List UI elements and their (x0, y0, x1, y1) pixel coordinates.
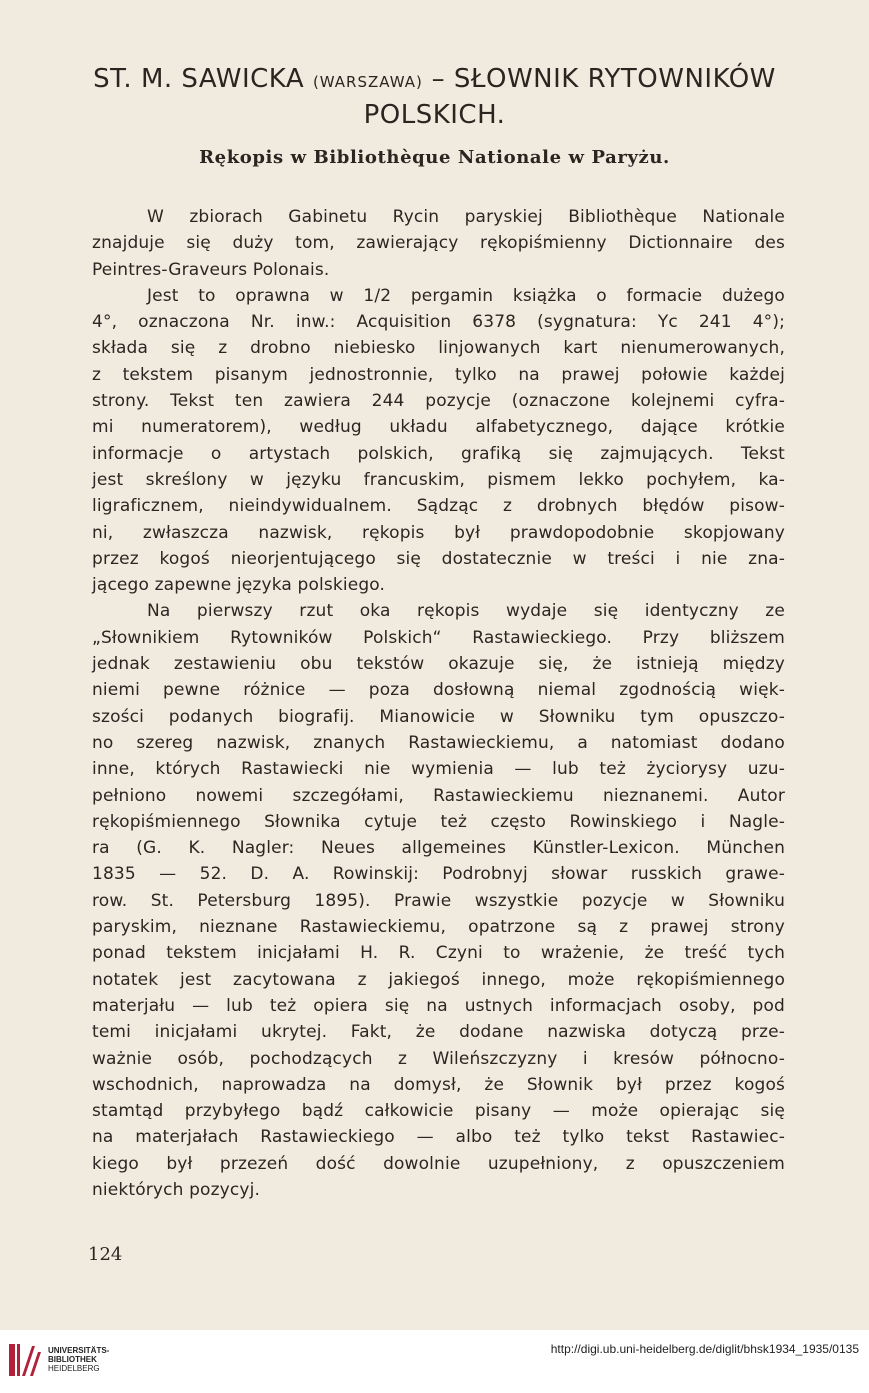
text-line: inne, których Rastawiecki nie wymienia — lub też życiorysy uzu- (92, 759, 785, 780)
text-line: W zbiorach Gabinetu Rycin paryskiej Bibliothèque Nationale (147, 207, 785, 227)
text-line: 1835 — 52. D. A. Rowinskij: Podrobnyj słowar russkich grawe- (92, 864, 785, 885)
article-heading (70, 64, 799, 97)
text-line: pełniono nowemi szczegółami, Rastawieckiemu nieznanemi. Autor (92, 785, 785, 806)
text-line: znajduje się duży tom, zawierający rękopiśmienny Dictionnaire des (92, 233, 785, 254)
text-line: kiego był przezeń dość dowolnie uzupełniony, z opuszczeniem (92, 1153, 785, 1174)
author-place: (WARSZAWA) (312, 73, 423, 91)
text-line: informacje o artystach polskich, grafiką się zajmujących. Tekst (92, 443, 785, 464)
text-line: rękopiśmiennego Słownika cytuje też często Rowinskiego i Nagle- (92, 811, 785, 832)
library-name-line: HEIDELBERG (48, 1364, 100, 1373)
text-line: materjału — lub też opiera się na ustnych informacjach osoby, pod (92, 995, 785, 1016)
text-line: row. St. Petersburg 1895). Prawie wszystkie pozycje w Słowniku (92, 890, 785, 911)
text-line: no szereg nazwisk, znanych Rastawieckiemu, a natomiast dodano (92, 732, 785, 753)
library-name-line: BIBLIOTHEK (48, 1355, 97, 1364)
text-line: szości podanych biografij. Mianowicie w Słowniku tym opuszczo- (92, 706, 785, 727)
university-library-logo-icon (8, 1340, 42, 1380)
library-name (48, 1346, 109, 1373)
text-line: ligraficznem, nieindywidualnem. Sądząc z drobnych błędów pisow- (92, 496, 785, 517)
text-line: na materjałach Rastawieckiego — albo też tylko tekst Rastawiec- (92, 1127, 785, 1148)
text-line: jednak zestawieniu obu tekstów okazuje się, że istnieją między (92, 654, 785, 675)
text-line: Peintres-Graveurs Polonais. (92, 259, 330, 280)
library-name-line: UNIVERSITÄTS- (48, 1346, 110, 1355)
text-line: wschodnich, naprowadza na domysł, że Słownik był przez kogoś (92, 1074, 785, 1095)
text-line: ni, zwłaszcza nazwisk, rękopis był prawdopodobnie skopjowany (92, 522, 785, 543)
source-url-link[interactable]: http://digi.ub.uni-heidelberg.de/diglit/bhsk1934_1935/0135 (550, 1342, 859, 1356)
text-line: mi numeratorem), według układu alfabetycznego, dające krótkie (92, 417, 785, 438)
text-line: składa się z drobno niebiesko linjowanych kart nienumerowanych, (92, 338, 785, 359)
text-line: temi inicjałami ukrytej. Fakt, że dodane nazwiska dotyczą prze- (92, 1022, 785, 1043)
text-line: „Słownikiem Rytowników Polskich“ Rastawieckiego. Przy bliższem (92, 627, 785, 648)
text-line: ważnie osób, pochodzących z Wileńszczyzny i kresów północno- (92, 1048, 785, 1069)
footer-bar (0, 1330, 869, 1393)
text-line: przez kogoś nieorjentującego się dostatecznie w treści i nie zna- (92, 548, 785, 569)
text-line: ponad tekstem inicjałami H. R. Czyni to wrażenie, że treść tych (92, 943, 785, 964)
text-line: 4°, oznaczona Nr. inw.: Acquisition 6378 (sygnatura: Yc 241 4°); (92, 312, 785, 333)
body-text (92, 204, 785, 1203)
text-line: strony. Tekst ten zawiera 244 pozycje (oznaczone kolejnemi cyfra- (92, 391, 785, 412)
title-part1: – SŁOWNIK RYTOWNIKÓW (431, 64, 776, 94)
text-line: z tekstem pisanym jednostronnie, tylko na prawej połowie każdej (92, 364, 785, 385)
text-line: niemi pewne różnice — poza dosłowną niemal zgodnością więk- (92, 680, 785, 701)
text-line: jącego zapewne języka polskiego. (92, 575, 386, 596)
article-subtitle: Rękopis w Bibliothèque Nationale w Paryżu. (199, 147, 670, 168)
text-line: Na pierwszy rzut oka rękopis wydaje się identyczny ze (147, 601, 785, 622)
text-line: jest skreślony w języku francuskim, pismem lekko pochyłem, ka- (92, 469, 785, 490)
text-line: niektórych pozycyj. (92, 1179, 261, 1200)
page-number: 124 (88, 1244, 123, 1265)
text-line: paryskim, nieznane Rastawieckiemu, opatrzone są z prawej strony (92, 917, 785, 938)
text-line: notatek jest zacytowana z jakiegoś innego, może rękopiśmiennego (92, 969, 785, 990)
author-name: ST. M. SAWICKA (93, 64, 305, 94)
text-line: stamtąd przybyłego bądź całkowicie pisany — może opierając się (92, 1101, 785, 1122)
text-line: Jest to oprawna w 1/2 pergamin książka o formacie dużego (147, 285, 785, 306)
text-line: ra (G. K. Nagler: Neues allgemeines Künstler-Lexicon. München (92, 838, 785, 859)
title-part2: POLSKICH. (363, 100, 506, 130)
